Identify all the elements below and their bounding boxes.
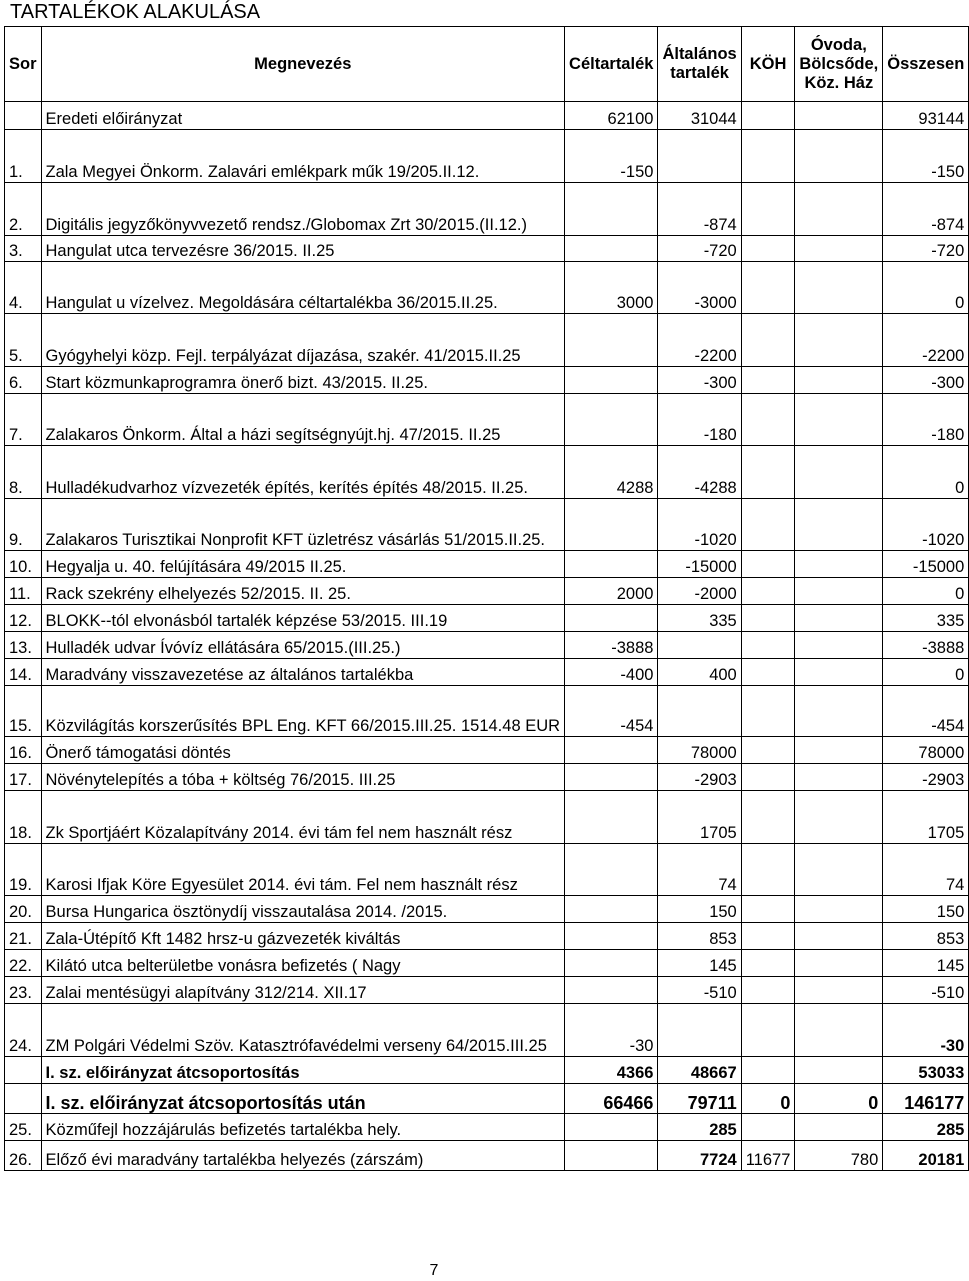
table-row xyxy=(5,605,969,632)
table-row xyxy=(5,236,969,262)
row-sor: 3. xyxy=(5,236,42,262)
row-celtartalek xyxy=(565,737,658,764)
row-name: Hegyalja u. 40. felújítására 49/2015 II.25. xyxy=(41,551,565,578)
row-koh xyxy=(741,605,795,632)
row-celtartalek xyxy=(565,977,658,1004)
row-sor: 22. xyxy=(5,950,42,977)
row-koh xyxy=(741,1004,795,1057)
row-koh xyxy=(741,499,795,551)
row-sor: 25. xyxy=(5,1114,42,1141)
row-osszesen: -180 xyxy=(883,394,969,446)
row-name: Digitális jegyzőkönyvvezető rendsz./Globomax Zrt 30/2015.(II.12.) xyxy=(41,183,565,236)
row-celtartalek xyxy=(565,1114,658,1141)
header-ovoda: Óvoda, Bölcsőde, Köz. Ház xyxy=(795,27,883,102)
row-ovoda xyxy=(795,605,883,632)
row-altalanos: 145 xyxy=(658,950,741,977)
row-name: Kilátó utca belterületbe vonásra befizetés ( Nagy xyxy=(41,950,565,977)
row-altalanos xyxy=(658,632,741,659)
row-celtartalek xyxy=(565,394,658,446)
table-row xyxy=(5,632,969,659)
table-row xyxy=(5,262,969,314)
row-koh: 0 xyxy=(741,1084,795,1114)
row-koh xyxy=(741,130,795,183)
row-ovoda xyxy=(795,844,883,896)
row-name: Maradvány visszavezetése az általános tartalékba xyxy=(41,659,565,686)
row-celtartalek xyxy=(565,551,658,578)
row-altalanos: 48667 xyxy=(658,1057,741,1084)
header-osszesen: Összesen xyxy=(883,27,969,102)
row-altalanos xyxy=(658,130,741,183)
row-altalanos: -874 xyxy=(658,183,741,236)
row-sor: 4. xyxy=(5,262,42,314)
row-celtartalek xyxy=(565,923,658,950)
row-koh xyxy=(741,446,795,499)
row-sor: 23. xyxy=(5,977,42,1004)
row-altalanos: 7724 xyxy=(658,1141,741,1171)
row-name: Hangulat u vízelvez. Megoldására céltartalékba 36/2015.II.25. xyxy=(41,262,565,314)
row-celtartalek: -3888 xyxy=(565,632,658,659)
row-sor: 1. xyxy=(5,130,42,183)
row-name: Rack szekrény elhelyezés 52/2015. II. 25. xyxy=(41,578,565,605)
table-row xyxy=(5,764,969,791)
row-osszesen: 146177 xyxy=(883,1084,969,1114)
row-name: Önerő támogatási döntés xyxy=(41,737,565,764)
row-ovoda: 780 xyxy=(795,1141,883,1171)
row-celtartalek xyxy=(565,1141,658,1171)
row-osszesen: -1020 xyxy=(883,499,969,551)
table-row xyxy=(5,950,969,977)
row-osszesen: 335 xyxy=(883,605,969,632)
row-osszesen: 78000 xyxy=(883,737,969,764)
row-sor: 12. xyxy=(5,605,42,632)
table-row xyxy=(5,791,969,844)
row-celtartalek xyxy=(565,791,658,844)
row-celtartalek xyxy=(565,605,658,632)
row-koh xyxy=(741,737,795,764)
row-ovoda xyxy=(795,446,883,499)
row-osszesen: 1705 xyxy=(883,791,969,844)
row-name: Növénytelepítés a tóba + költség 76/2015. III.25 xyxy=(41,764,565,791)
row-altalanos: -3000 xyxy=(658,262,741,314)
row-celtartalek xyxy=(565,844,658,896)
row-koh xyxy=(741,394,795,446)
header-celtartalek: Céltartalék xyxy=(565,27,658,102)
row-name: Hulladékudvarhoz vízvezeték építés, kerítés építés 48/2015. II.25. xyxy=(41,446,565,499)
row-sor: 20. xyxy=(5,896,42,923)
row-osszesen: 53033 xyxy=(883,1057,969,1084)
row-koh xyxy=(741,1057,795,1084)
row-celtartalek xyxy=(565,367,658,394)
row-altalanos: -4288 xyxy=(658,446,741,499)
row-koh xyxy=(741,1114,795,1141)
row-osszesen: 0 xyxy=(883,578,969,605)
reserves-table xyxy=(4,26,969,1171)
row-koh xyxy=(741,314,795,367)
row-osszesen: -3888 xyxy=(883,632,969,659)
table-row xyxy=(5,578,969,605)
row-ovoda xyxy=(795,1004,883,1057)
row-koh xyxy=(741,950,795,977)
row-celtartalek xyxy=(565,896,658,923)
header-altalanos: Általános tartalék xyxy=(658,27,741,102)
row-osszesen: 0 xyxy=(883,262,969,314)
row-name: Zala-Útépítő Kft 1482 hrsz-u gázvezeték kiváltás xyxy=(41,923,565,950)
row-altalanos: 78000 xyxy=(658,737,741,764)
row-ovoda xyxy=(795,764,883,791)
row-ovoda xyxy=(795,102,883,130)
table-row xyxy=(5,977,969,1004)
table-row xyxy=(5,1084,969,1114)
row-altalanos: -180 xyxy=(658,394,741,446)
row-sor: 8. xyxy=(5,446,42,499)
table-row xyxy=(5,1057,969,1084)
row-koh xyxy=(741,923,795,950)
row-osszesen: -150 xyxy=(883,130,969,183)
row-name: Közműfejl hozzájárulás befizetés tartalékba hely. xyxy=(41,1114,565,1141)
row-osszesen: 145 xyxy=(883,950,969,977)
row-name: I. sz. előirányzat átcsoportosítás xyxy=(41,1057,565,1084)
row-celtartalek: 66466 xyxy=(565,1084,658,1114)
row-ovoda xyxy=(795,551,883,578)
row-altalanos: 285 xyxy=(658,1114,741,1141)
row-ovoda xyxy=(795,686,883,737)
table-body xyxy=(5,102,969,1171)
row-sor: 15. xyxy=(5,686,42,737)
row-celtartalek: -400 xyxy=(565,659,658,686)
row-name: Gyógyhelyi közp. Fejl. terpályázat díjazása, szakér. 41/2015.II.25 xyxy=(41,314,565,367)
row-celtartalek: 4288 xyxy=(565,446,658,499)
row-koh xyxy=(741,659,795,686)
row-altalanos: -2200 xyxy=(658,314,741,367)
row-altalanos: -720 xyxy=(658,236,741,262)
row-altalanos: 31044 xyxy=(658,102,741,130)
page-title: TARTALÉKOK ALAKULÁSA xyxy=(10,1,261,23)
row-sor: 11. xyxy=(5,578,42,605)
row-koh: 11677 xyxy=(741,1141,795,1171)
row-name: I. sz. előirányzat átcsoportosítás után xyxy=(41,1084,565,1114)
table-row xyxy=(5,659,969,686)
row-osszesen: 853 xyxy=(883,923,969,950)
row-osszesen: -720 xyxy=(883,236,969,262)
row-celtartalek: -150 xyxy=(565,130,658,183)
row-sor xyxy=(5,1057,42,1084)
row-altalanos: -2000 xyxy=(658,578,741,605)
row-ovoda xyxy=(795,950,883,977)
table-row xyxy=(5,367,969,394)
row-name: Zalakaros Turisztikai Nonprofit KFT üzletrész vásárlás 51/2015.II.25. xyxy=(41,499,565,551)
row-osszesen: -2200 xyxy=(883,314,969,367)
row-ovoda xyxy=(795,183,883,236)
table-row xyxy=(5,102,969,130)
row-ovoda xyxy=(795,1057,883,1084)
row-celtartalek xyxy=(565,314,658,367)
row-name: Hulladék udvar Ívóvíz ellátására 65/2015.(III.25.) xyxy=(41,632,565,659)
row-celtartalek: 62100 xyxy=(565,102,658,130)
row-ovoda xyxy=(795,367,883,394)
row-koh xyxy=(741,183,795,236)
row-ovoda xyxy=(795,236,883,262)
row-koh xyxy=(741,632,795,659)
row-ovoda xyxy=(795,1114,883,1141)
row-name: Zk Sportjáért Közalapítvány 2014. évi tám fel nem használt rész xyxy=(41,791,565,844)
row-altalanos: -510 xyxy=(658,977,741,1004)
row-altalanos: -15000 xyxy=(658,551,741,578)
row-name: Hangulat utca tervezésre 36/2015. II.25 xyxy=(41,236,565,262)
row-celtartalek xyxy=(565,950,658,977)
row-sor: 17. xyxy=(5,764,42,791)
row-celtartalek xyxy=(565,183,658,236)
row-name: Bursa Hungarica ösztönydíj visszautalása 2014. /2015. xyxy=(41,896,565,923)
table-row xyxy=(5,1141,969,1171)
row-osszesen: 74 xyxy=(883,844,969,896)
header-koh: KÖH xyxy=(741,27,795,102)
table-row xyxy=(5,499,969,551)
row-koh xyxy=(741,764,795,791)
row-altalanos: 150 xyxy=(658,896,741,923)
row-sor: 26. xyxy=(5,1141,42,1171)
row-sor: 6. xyxy=(5,367,42,394)
table-row xyxy=(5,1004,969,1057)
row-altalanos: -2903 xyxy=(658,764,741,791)
row-celtartalek: 4366 xyxy=(565,1057,658,1084)
row-osszesen: -2903 xyxy=(883,764,969,791)
row-sor xyxy=(5,102,42,130)
row-ovoda xyxy=(795,130,883,183)
row-ovoda xyxy=(795,977,883,1004)
row-altalanos xyxy=(658,1004,741,1057)
row-koh xyxy=(741,578,795,605)
row-celtartalek xyxy=(565,236,658,262)
row-koh xyxy=(741,791,795,844)
row-osszesen: -874 xyxy=(883,183,969,236)
row-name: Zala Megyei Önkorm. Zalavári emlékpark műk 19/205.II.12. xyxy=(41,130,565,183)
row-osszesen: 150 xyxy=(883,896,969,923)
row-osszesen: 285 xyxy=(883,1114,969,1141)
row-sor: 24. xyxy=(5,1004,42,1057)
row-sor: 18. xyxy=(5,791,42,844)
row-koh xyxy=(741,551,795,578)
table-row xyxy=(5,394,969,446)
row-ovoda xyxy=(795,578,883,605)
table-row xyxy=(5,896,969,923)
row-altalanos: 335 xyxy=(658,605,741,632)
row-sor: 7. xyxy=(5,394,42,446)
row-sor: 16. xyxy=(5,737,42,764)
row-name: Eredeti előirányzat xyxy=(41,102,565,130)
row-osszesen: 0 xyxy=(883,446,969,499)
row-ovoda xyxy=(795,632,883,659)
row-ovoda: 0 xyxy=(795,1084,883,1114)
row-altalanos: 79711 xyxy=(658,1084,741,1114)
row-name: ZM Polgári Védelmi Szöv. Katasztrófavédelmi verseny 64/2015.III.25 xyxy=(41,1004,565,1057)
table-row xyxy=(5,314,969,367)
row-koh xyxy=(741,844,795,896)
row-sor: 19. xyxy=(5,844,42,896)
row-ovoda xyxy=(795,314,883,367)
row-osszesen: 93144 xyxy=(883,102,969,130)
row-celtartalek: 2000 xyxy=(565,578,658,605)
row-sor: 21. xyxy=(5,923,42,950)
table-row xyxy=(5,551,969,578)
row-altalanos: 853 xyxy=(658,923,741,950)
table-row xyxy=(5,446,969,499)
row-ovoda xyxy=(795,923,883,950)
row-koh xyxy=(741,686,795,737)
table-row xyxy=(5,130,969,183)
row-celtartalek: -30 xyxy=(565,1004,658,1057)
row-ovoda xyxy=(795,737,883,764)
row-osszesen: -30 xyxy=(883,1004,969,1057)
row-ovoda xyxy=(795,896,883,923)
row-altalanos: -1020 xyxy=(658,499,741,551)
row-altalanos: 400 xyxy=(658,659,741,686)
row-osszesen: -454 xyxy=(883,686,969,737)
row-altalanos: 74 xyxy=(658,844,741,896)
row-sor: 10. xyxy=(5,551,42,578)
row-name: Karosi Ifjak Köre Egyesület 2014. évi tám. Fel nem használt rész xyxy=(41,844,565,896)
table-row xyxy=(5,183,969,236)
row-ovoda xyxy=(795,499,883,551)
row-osszesen: -300 xyxy=(883,367,969,394)
table-row xyxy=(5,1114,969,1141)
table-row xyxy=(5,923,969,950)
row-celtartalek xyxy=(565,499,658,551)
table-row xyxy=(5,686,969,737)
row-koh xyxy=(741,102,795,130)
row-ovoda xyxy=(795,659,883,686)
row-celtartalek: -454 xyxy=(565,686,658,737)
row-osszesen: -510 xyxy=(883,977,969,1004)
row-koh xyxy=(741,977,795,1004)
row-sor: 2. xyxy=(5,183,42,236)
table-row xyxy=(5,737,969,764)
row-ovoda xyxy=(795,394,883,446)
row-name: Közvilágítás korszerűsítés BPL Eng. KFT 66/2015.III.25. 1514.48 EUR xyxy=(41,686,565,737)
row-name: Zalakaros Önkorm. Által a házi segítségnyújt.hj. 47/2015. II.25 xyxy=(41,394,565,446)
row-altalanos xyxy=(658,686,741,737)
row-sor: 9. xyxy=(5,499,42,551)
row-koh xyxy=(741,367,795,394)
row-name: Előző évi maradvány tartalékba helyezés (zárszám) xyxy=(41,1141,565,1171)
row-name: Start közmunkaprogramra önerő bizt. 43/2015. II.25. xyxy=(41,367,565,394)
row-celtartalek xyxy=(565,764,658,791)
row-sor: 14. xyxy=(5,659,42,686)
row-koh xyxy=(741,262,795,314)
row-celtartalek: 3000 xyxy=(565,262,658,314)
row-osszesen: 20181 xyxy=(883,1141,969,1171)
row-ovoda xyxy=(795,262,883,314)
row-koh xyxy=(741,896,795,923)
row-sor xyxy=(5,1084,42,1114)
row-sor: 13. xyxy=(5,632,42,659)
header-sor: Sor xyxy=(5,27,42,102)
row-sor: 5. xyxy=(5,314,42,367)
row-osszesen: 0 xyxy=(883,659,969,686)
row-altalanos: 1705 xyxy=(658,791,741,844)
header-megnevezes: Megnevezés xyxy=(41,27,565,102)
row-name: Zalai mentésügyi alapítvány 312/214. XII.17 xyxy=(41,977,565,1004)
row-ovoda xyxy=(795,791,883,844)
page-number: 7 xyxy=(429,1262,439,1279)
row-koh xyxy=(741,236,795,262)
row-altalanos: -300 xyxy=(658,367,741,394)
row-osszesen: -15000 xyxy=(883,551,969,578)
table-row xyxy=(5,844,969,896)
row-name: BLOKK--tól elvonásból tartalék képzése 53/2015. III.19 xyxy=(41,605,565,632)
